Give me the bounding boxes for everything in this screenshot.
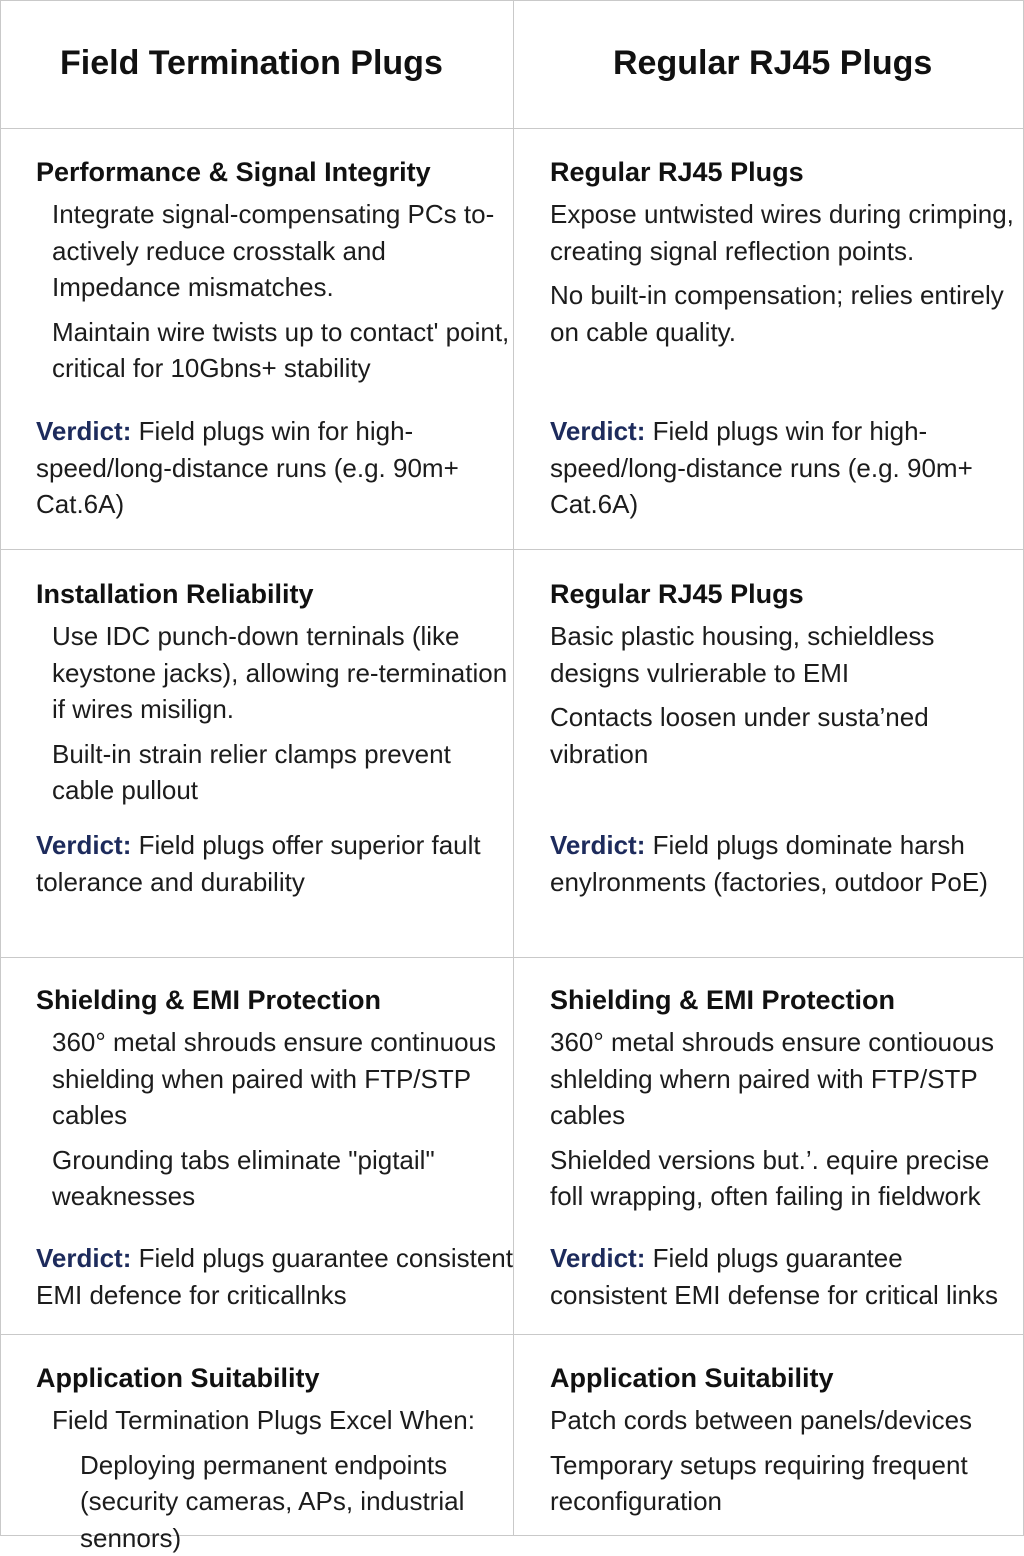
cell-paragraph: Contacts loosen under susta’ned vibration [550, 699, 1020, 772]
section-heading: Application Suitability [36, 1360, 516, 1396]
cell-paragraph: 360° metal shrouds ensure continuous shielding when paired with FTP/STP cables [36, 1024, 516, 1134]
verdict-body: Field plugs guarantee consistent EMI defense for critical links [550, 1243, 998, 1310]
verdict-text [36, 827, 516, 900]
cell-paragraph: Patch cords between panels/devices [550, 1402, 1020, 1439]
verdict-performance-left [36, 413, 516, 523]
section-heading: Shielding & EMI Protection [36, 982, 516, 1018]
cell-paragraph: Built-in strain relier clamps prevent cable pullout [36, 736, 516, 809]
cell-paragraph: Temporary setups requiring frequent reconfiguration [550, 1447, 1020, 1520]
verdict-text [36, 1240, 516, 1313]
section-heading: Regular RJ45 Plugs [550, 154, 1020, 190]
cell-application-right [550, 1360, 1020, 1520]
verdict-shielding-left [36, 1240, 516, 1313]
verdict-text [550, 1240, 1020, 1313]
verdict-label: Verdict: [36, 416, 131, 446]
cell-paragraph: Deploying permanent endpoints (security cameras, APs, industrial sennors) [36, 1447, 516, 1556]
cell-paragraph: Grounding tabs eliminate "pigtail" weaknesses [36, 1142, 516, 1215]
column-header-regular-rj45: Regular RJ45 Plugs [613, 44, 932, 83]
section-heading: Performance & Signal Integrity [36, 154, 516, 190]
verdict-text [36, 413, 516, 523]
cell-paragraph: Integrate signal-compensating PCs to-actively reduce crosstalk and Impedance mismatches. [36, 196, 516, 306]
verdict-installation-right [550, 827, 1020, 900]
verdict-shielding-right [550, 1240, 1020, 1313]
section-heading: Application Suitability [550, 1360, 1020, 1396]
section-heading: Regular RJ45 Plugs [550, 576, 1020, 612]
cell-paragraph: Expose untwisted wires during crimping, creating signal reflection points. [550, 196, 1020, 269]
cell-paragraph: 360° metal shrouds ensure contiouous shlelding whern paired with FTP/STP cables [550, 1024, 1020, 1134]
verdict-body: Field plugs dominate harsh enylronments (factories, outdoor PoE) [550, 830, 988, 897]
verdict-label: Verdict: [550, 416, 645, 446]
row-divider [0, 549, 1024, 550]
verdict-body: Field plugs win for high-speed/long-distance runs (e.g. 90m+ Cat.6A) [550, 416, 973, 519]
row-divider [0, 1334, 1024, 1335]
verdict-performance-right [550, 413, 1020, 523]
cell-paragraph: Maintain wire twists up to contact' point, critical for 10Gbns+ stability [36, 314, 516, 387]
cell-paragraph: Shielded versions but.’. equire precise foll wrapping, often failing in fieldwork [550, 1142, 1020, 1215]
verdict-label: Verdict: [550, 830, 645, 860]
cell-installation-left [36, 576, 516, 809]
verdict-body: Field plugs offer superior fault tolerance and durability [36, 830, 481, 897]
verdict-text [550, 827, 1020, 900]
verdict-label: Verdict: [36, 830, 131, 860]
column-header-field-termination: Field Termination Plugs [60, 44, 443, 83]
row-divider [0, 957, 1024, 958]
verdict-installation-left [36, 827, 516, 900]
verdict-label: Verdict: [36, 1243, 131, 1273]
verdict-body: Field plugs win for high-speed/long-distance runs (e.g. 90m+ Cat.6A) [36, 416, 459, 519]
cell-paragraph: No built-in compensation; relies entirely on cable quality. [550, 277, 1020, 350]
verdict-label: Verdict: [550, 1243, 645, 1273]
cell-paragraph: Use IDC punch-down terninals (like keystone jacks), allowing re-termination if wires misilign. [36, 618, 516, 728]
cell-shielding-left [36, 982, 516, 1215]
cell-paragraph: Field Termination Plugs Excel When: [36, 1402, 516, 1439]
verdict-text [550, 413, 1020, 523]
cell-paragraph: Basic plastic housing, schieldless designs vulrierable to EMI [550, 618, 1020, 691]
cell-installation-right [550, 576, 1020, 772]
verdict-body: Field plugs guarantee consistent EMI defence for criticallnks [36, 1243, 513, 1310]
cell-shielding-right [550, 982, 1020, 1215]
section-heading: Installation Reliability [36, 576, 516, 612]
section-heading: Shielding & EMI Protection [550, 982, 1020, 1018]
cell-application-left [36, 1360, 516, 1556]
cell-performance-left [36, 154, 516, 387]
cell-performance-right [550, 154, 1020, 350]
